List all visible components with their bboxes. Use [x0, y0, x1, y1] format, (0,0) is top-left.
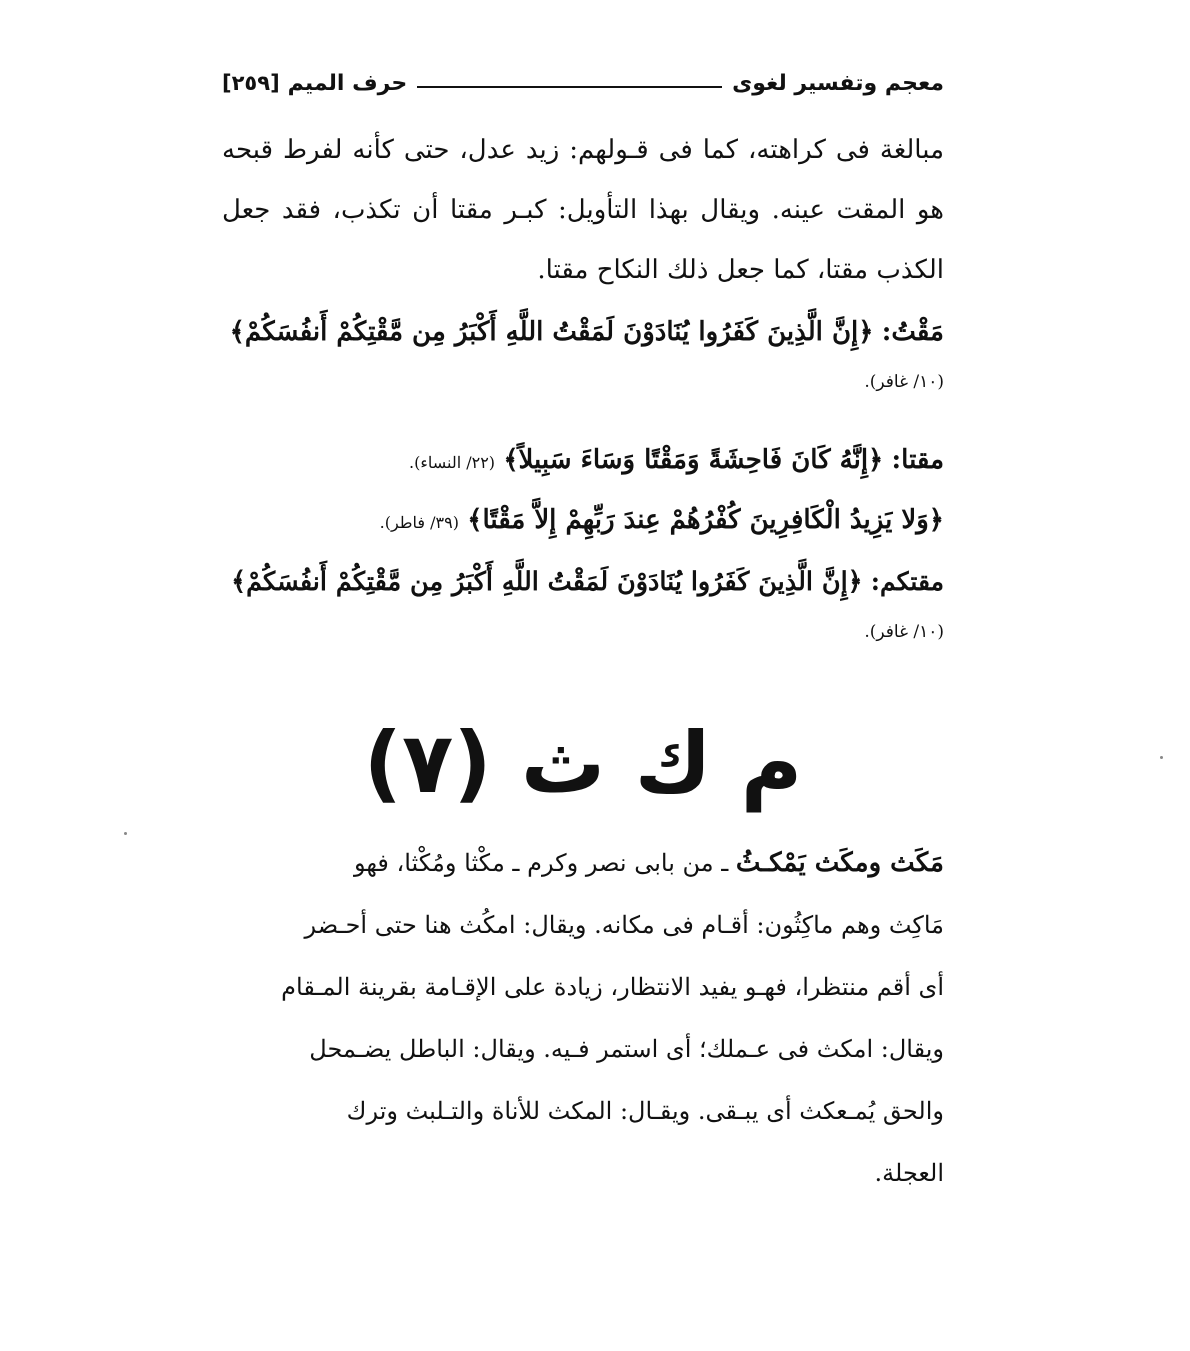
entry-maqtikum: [222, 552, 944, 652]
paragraph-line: [222, 832, 944, 894]
book-title: معجم وتفسير لغوى: [732, 70, 944, 96]
verse-reference: (٢٢/ النساء).: [408, 453, 496, 472]
paragraph-line: هو المقت عينه. ويقال بهذا التأويل: كبـر مقتا أن تكذب، فقد جعل: [222, 195, 944, 225]
scan-speck: [124, 832, 127, 835]
quran-verse: ﴿إِنَّ الَّذِينَ كَفَرُوا يُنَادَوْنَ لَمَقْتُ اللَّهِ أَكْبَرُ مِن مَّقْتِكُمْ أَنفُسَكُمْ﴾: [231, 567, 863, 597]
paragraph-line: والحق يُمـعكث أى يبـقى. ويقـال: المكث للأناة والتـلبث وترك: [346, 1097, 944, 1125]
entry-word: مقتا:: [891, 445, 944, 475]
quran-verse: ﴿إِنَّهُ كَانَ فَاحِشَةً وَمَقْتًا وَسَاءَ سَبِيلاً﴾: [503, 445, 884, 475]
paragraph-line: مَاكِث وهم ماكِثُون: أقـام فى مكانه. ويقال: امكُث هنا حتى أحـضر: [304, 911, 944, 939]
entry-line: [222, 430, 944, 490]
section-title: م ك ث (٧): [363, 714, 803, 812]
paragraph-line: مبالغة فى كراهته، كما فى قـولهم: زيد عدل، حتى كأنه لفرط قبحه: [222, 135, 944, 165]
paragraph-line: الكذب مقتا، كما جعل ذلك النكاح مقتا.: [537, 255, 944, 285]
entry-word: مَقْتُ:: [881, 317, 944, 347]
quran-verse: ﴿إِنَّ الَّذِينَ كَفَرُوا يُنَادَوْنَ لَمَقْتُ اللَّهِ أَكْبَرُ مِن مَّقْتِكُمْ أَنفُسَكُمْ﴾: [229, 317, 874, 347]
verse-reference: (١٠/ غافر).: [864, 622, 944, 642]
paragraph-line: أى أقم منتظرا، فهـو يفيد الانتظار، زيادة على الإقـامة بقرينة المـقام: [281, 973, 944, 1001]
entry-maqtan: [222, 430, 944, 550]
verse-reference: (٣٩/ فاطر).: [379, 513, 459, 532]
paragraph-2: [222, 832, 944, 1204]
paragraph-1: [222, 120, 944, 300]
entry-line: [222, 552, 944, 612]
line-text: ـ من بابى نصر وكرم ـ مكْثا ومُكْثا، فهو: [353, 849, 736, 877]
lead-words: مَكَث ومكَث يَمْكـثُ: [735, 848, 944, 878]
chapter-name: حرف الميم: [287, 70, 408, 96]
paragraph-line: ويقال: امكث فى عـملك؛ أى استمر فـيه. ويقال: الباطل يضـمحل: [309, 1035, 944, 1063]
running-header: [222, 66, 944, 100]
verse-reference: (١٠/ غافر).: [864, 372, 944, 392]
entry-line: [222, 490, 944, 550]
header-rule: [417, 86, 722, 88]
entry-line: [222, 302, 944, 362]
quran-verse: ﴿وَلا يَزِيدُ الْكَافِرِينَ كُفْرُهُمْ عِندَ رَبِّهِمْ إِلاَّ مَقْتًا﴾: [467, 505, 944, 535]
entry-maqtu: [222, 302, 944, 402]
entry-word: مقتكم:: [870, 567, 944, 596]
paragraph-line: العجلة.: [874, 1159, 944, 1187]
page-number: [٢٥٩]: [222, 71, 280, 95]
scan-speck: [1160, 756, 1163, 759]
